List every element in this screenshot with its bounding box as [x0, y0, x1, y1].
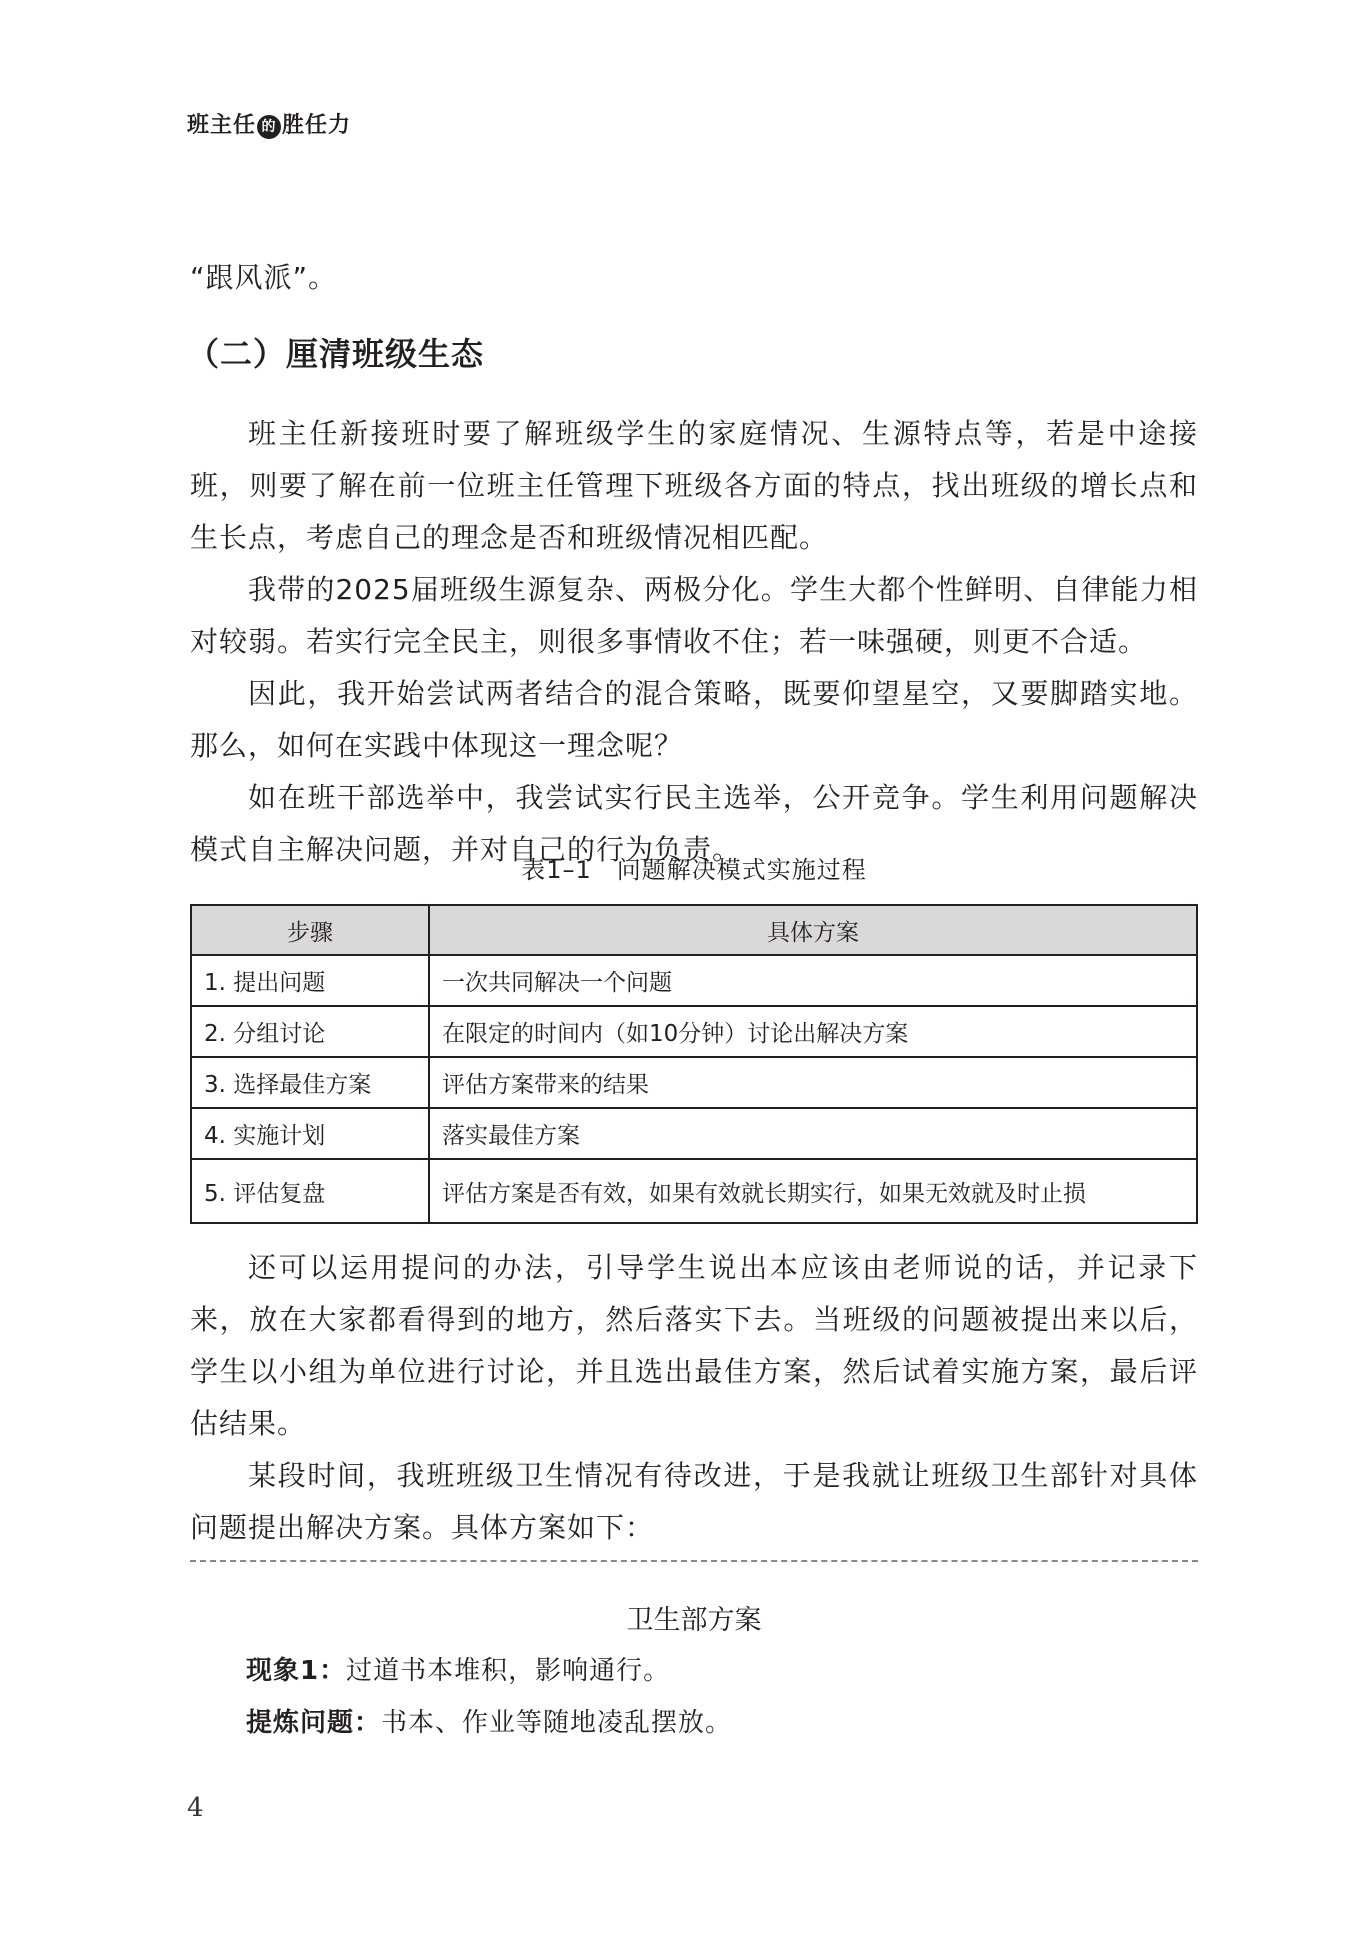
table-cell-step: 2. 分组讨论 [191, 1006, 429, 1057]
running-header [187, 108, 351, 139]
paragraph-6: 某段时间，我班班级卫生情况有待改进，于是我就让班级卫生部针对具体问题提出解决方案。具体方案如下： [190, 1459, 1198, 1544]
table-cell-step: 4. 实施计划 [191, 1108, 429, 1159]
table-row [191, 955, 1197, 1006]
paragraph-5: 还可以运用提问的办法，引导学生说出本应该由老师说的话，并记录下来，放在大家都看得到的地方，然后落实下去。当班级的问题被提出来以后，学生以小组为单位进行讨论，并且选出最佳方案，然后试着实施方案，最后评估结果。 [190, 1251, 1198, 1440]
plan-line-problem [246, 1702, 732, 1739]
paragraph-3: 因此，我开始尝试两者结合的混合策略，既要仰望星空，又要脚踏实地。那么，如何在实践中体现这一理念呢？ [190, 677, 1198, 762]
header-text-before: 班主任 [187, 113, 257, 138]
paragraph-4: 如在班干部选举中，我尝试实行民主选举，公开竞争。学生利用问题解决模式自主解决问题，并对自己的行为负责。 [190, 781, 1198, 866]
table-header-row [191, 905, 1197, 955]
column-header-step: 步骤 [191, 905, 429, 955]
page-number: 4 [187, 1793, 204, 1823]
table-row [191, 1006, 1197, 1057]
table-row [191, 1159, 1197, 1223]
continued-paragraph: “跟风派”。 [190, 261, 338, 294]
plan-line-text: 书本、作业等随地凌乱摆放。 [381, 1708, 733, 1738]
plan-line-phenomenon [246, 1650, 670, 1687]
header-circled-char: 的 [257, 115, 281, 139]
column-header-plan: 具体方案 [429, 905, 1197, 955]
paragraph-1: 班主任新接班时要了解班级学生的家庭情况、生源特点等，若是中途接班，则要了解在前一位班主任管理下班级各方面的特点，找出班级的增长点和生长点，考虑自己的理念是否和班级情况相匹配。 [190, 417, 1198, 554]
plan-line-label: 提炼问题： [246, 1708, 382, 1738]
header-text-after: 胜任力 [282, 113, 352, 138]
table-cell-plan: 在限定的时间内（如10分钟）讨论出解决方案 [429, 1006, 1197, 1057]
table-caption: 表1–1 问题解决模式实施过程 [521, 856, 867, 884]
table-row [191, 1108, 1197, 1159]
table-row [191, 1057, 1197, 1108]
process-table [190, 904, 1198, 1224]
table-cell-step: 3. 选择最佳方案 [191, 1057, 429, 1108]
table-cell-step: 1. 提出问题 [191, 955, 429, 1006]
table-cell-plan: 一次共同解决一个问题 [429, 955, 1197, 1006]
table-cell-plan: 评估方案带来的结果 [429, 1057, 1197, 1108]
paragraph-2: 我带的2025届班级生源复杂、两极分化。学生大都个性鲜明、自律能力相对较弱。若实行完全民主，则很多事情收不住；若一味强硬，则更不合适。 [190, 573, 1198, 658]
plan-title: 卫生部方案 [626, 1605, 762, 1636]
table-cell-plan: 评估方案是否有效，如果有效就长期实行，如果无效就及时止损 [429, 1159, 1197, 1223]
plan-line-label: 现象1： [246, 1656, 347, 1686]
table-cell-plan: 落实最佳方案 [429, 1108, 1197, 1159]
dashed-divider [190, 1560, 1198, 1562]
section-title: （二）厘清班级生态 [187, 335, 485, 373]
table-cell-step: 5. 评估复盘 [191, 1159, 429, 1223]
plan-line-text: 过道书本堆积，影响通行。 [346, 1656, 671, 1686]
